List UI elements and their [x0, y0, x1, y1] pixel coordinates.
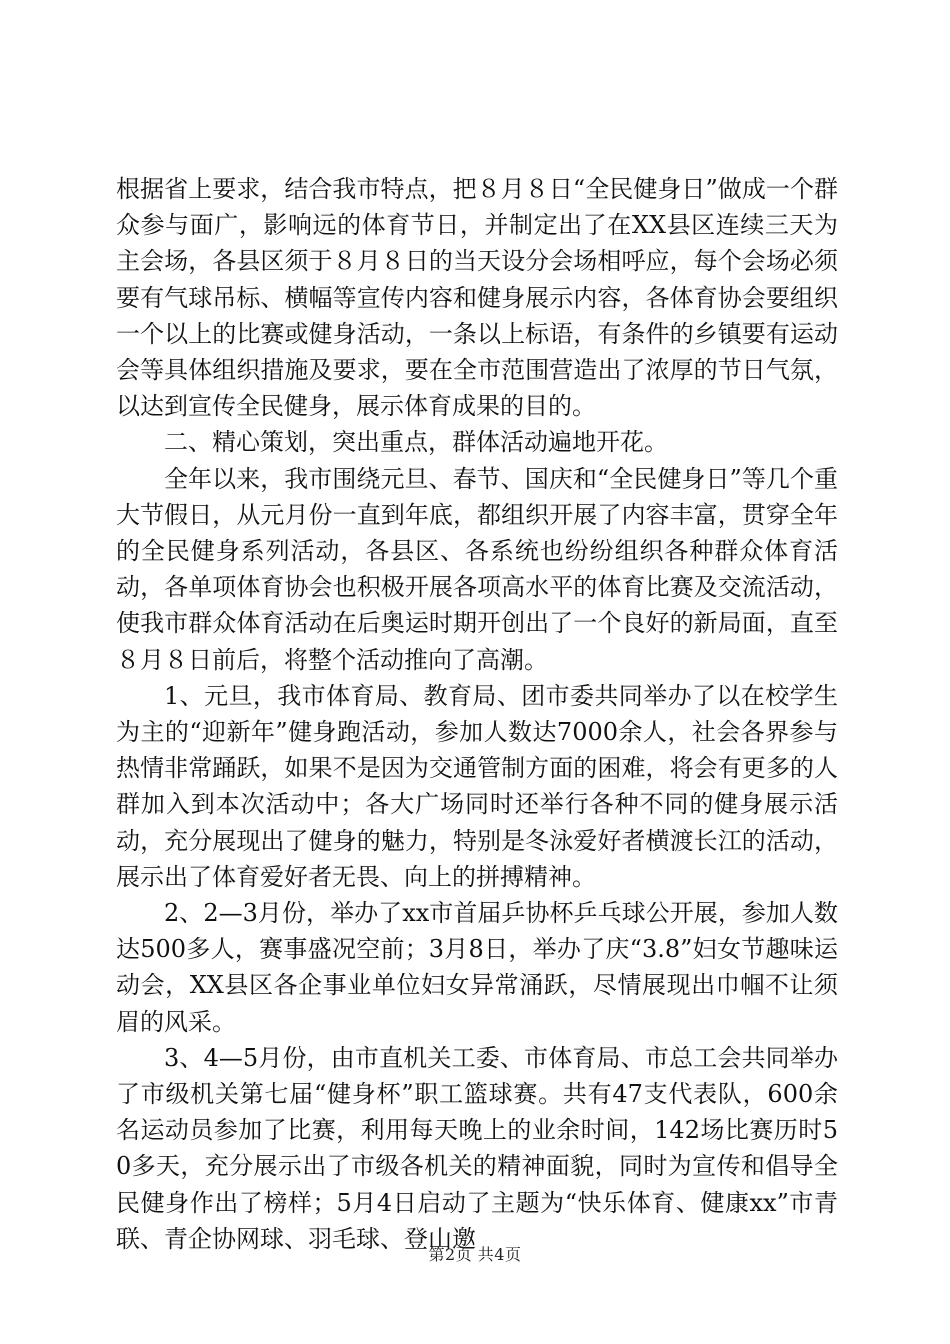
- paragraph-2: 全年以来，我市围绕元旦、春节、国庆和“全民健身日”等几个重大节假日，从元月份一直到年底，都组织开展了内容丰富，贯穿全年的全民健身系列活动，各县区、各系统也纷纷组织各种群众体育活动，各单项体育协会也积极开展各项高水平的体育比赛及交流活动，使我市群众体育活动在后奥运时期开创出了一个良好的新局面，直至８月８日前后，将整个活动推向了高潮。: [116, 464, 838, 674]
- paragraph-4: 2、2—3月份，举办了xx市首届乒协杯乒乓球公开展，参加人数达500多人，赛事盛况空前；3月8日，举办了庆“3.8”妇女节趣味运动会，XX县区各企事业单位妇女异常涌跃，尽情展现出巾帼不让须眉的风采。: [116, 899, 838, 1036]
- section-heading: 二、精心策划，突出重点，群体活动遍地开花。: [164, 428, 668, 457]
- paragraph-5: 3、4—5月份，由市直机关工委、市体育局、市总工会共同举办了市级机关第七届“健身杯”职工篮球赛。共有47支代表队，600余名运动员参加了比赛，利用每天晚上的业余时间，142场比赛历时50多天，充分展示出了市级各机关的精神面貌，同时为宣传和倡导全民健身作出了榜样；5月4日启动了主题为“快乐体育、健康xx”市青联、青企协网球、羽毛球、登山邀: [116, 1043, 838, 1253]
- page-number-footer: 第2页 共4页: [428, 1245, 522, 1264]
- paragraph-3: 1、元旦，我市体育局、教育局、团市委共同举办了以在校学生为主的“迎新年”健身跑活动，参加人数达7000余人，社会各界参与热情非常踊跃，如果不是因为交通管制方面的困难，将会有更多的人群加入到本次活动中；各大广场同时还举行各种不同的健身展示活动，充分展现出了健身的魅力，特别是冬泳爱好者横渡长江的活动，展示出了体育爱好者无畏、向上的拼搏精神。: [116, 681, 838, 891]
- paragraph-1: 根据省上要求，结合我市特点，把８月８日“全民健身日”做成一个群众参与面广，影响远的体育节日，并制定出了在XX县区连续三天为主会场，各县区须于８月８日的当天设分会场相呼应，每个会场必须要有气球吊标、横幅等宣传内容和健身展示内容，各体育协会要组织一个以上的比赛或健身活动，一条以上标语，有条件的乡镇要有运动会等具体组织措施及要求，要在全市范围营造出了浓厚的节日气氛，以达到宣传全民健身，展示体育成果的目的。: [116, 175, 838, 421]
- document-body: [116, 171, 838, 1257]
